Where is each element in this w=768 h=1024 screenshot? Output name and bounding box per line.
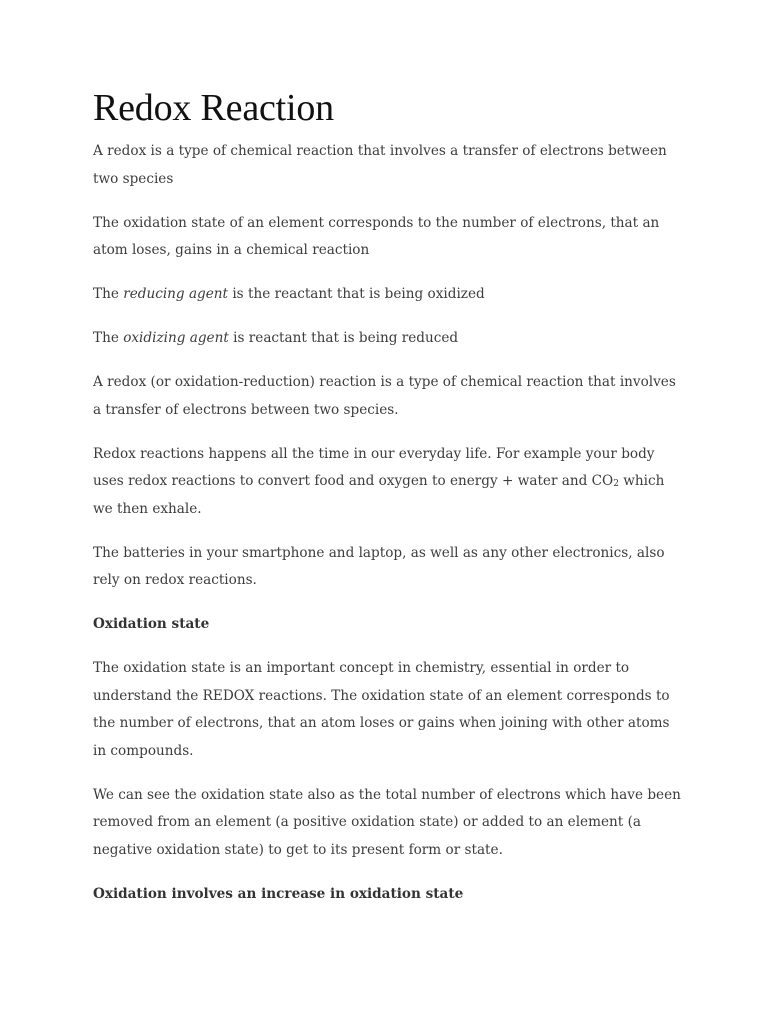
text-segment: The [93,330,124,346]
subscript-2: 2 [613,479,619,489]
paragraph-everyday-redox [93,441,683,524]
paragraph-oxidizing-agent [93,325,683,353]
term-reducing-agent: reducing agent [123,286,229,302]
paragraph-reducing-agent [93,281,683,309]
document-page [93,84,683,925]
text-segment: which we then exhale. [93,473,665,517]
paragraph-redox-definition: A redox is a type of chemical reaction that involves a transfer of electrons between two species [93,143,667,187]
text-segment: is reactant that is being reduced [228,330,459,346]
term-oxidizing-agent: oxidizing agent [123,330,229,346]
text-segment: Redox reactions happens all the time in our everyday life. For example your body uses redox reactions to convert food and oxygen to energy + water and CO [93,445,655,489]
paragraph-oxidation-state-definition: The oxidation state of an element corresponds to the number of electrons, that an atom loses, gains in a chemical reaction [93,214,660,258]
paragraph-redox-transfer: A redox (or oxidation-reduction) reaction is a type of chemical reaction that involves a transfer of electrons between two species. [93,374,676,418]
document-title: Redox Reaction [93,87,334,129]
text-segment: The [93,286,124,302]
paragraph-oxidation-state-concept: The oxidation state is an important concept in chemistry, essential in order to understand the REDOX reactions. The oxidation state of an element corresponds to the number of electrons, that an atom loses or gains when joining with other atoms in compounds. [93,660,670,759]
paragraph-batteries: The batteries in your smartphone and laptop, as well as any other electronics, also rely on redox reactions. [93,544,665,588]
section-heading-oxidation-increase: Oxidation involves an increase in oxidation state [93,885,464,902]
section-heading-oxidation-state: Oxidation state [93,616,210,632]
text-segment: is the reactant that is being oxidized [228,286,485,302]
paragraph-oxidation-state-total: We can see the oxidation state also as the total number of electrons which have been removed from an element (a positive oxidation state) or added to an element (a negative oxidation state) to get to its present form or state. [93,786,681,858]
